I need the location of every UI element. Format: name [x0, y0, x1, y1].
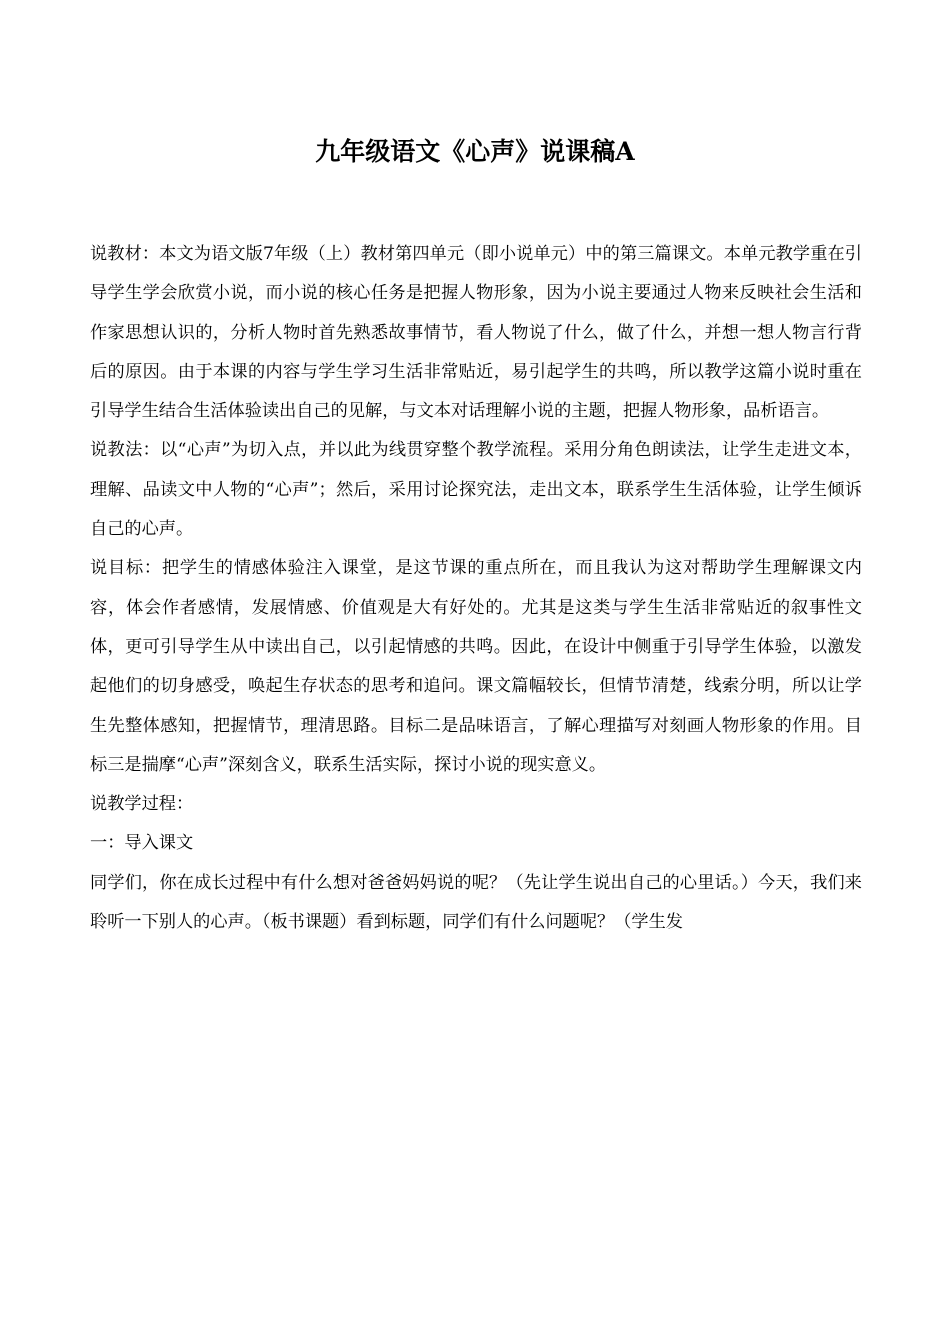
- paragraph-objectives: 说目标：把学生的情感体验注入课堂，是这节课的重点所在，而且我认为这对帮助学生理解课文内容，体会作者感情，发展情感、价值观是大有好处的。尤其是这类与学生生活非常贴近的叙事性文体，更可引导学生从中读出自己，以引起情感的共鸣。因此，在设计中侧重于引导学生体验，以激发起他们的切身感受，唤起生存状态的思考和追问。课文篇幅较长，但情节清楚，线索分明，所以让学生先整体感知，把握情节，理清思路。目标二是品味语言，了解心理描写对刻画人物形象的作用。目标三是揣摩“心声”深刻含义，联系生活实际，探讨小说的现实意义。: [90, 558, 862, 775]
- document-title: 九年级语文《心声》说课稿A: [315, 137, 635, 166]
- paragraph-textbook: 说教材：本文为语文版7年级（上）教材第四单元（即小说单元）中的第三篇课文。本单元教学重在引导学生学会欣赏小说，而小说的核心任务是把握人物形象，因为小说主要通过人物来反映社会生活和作家思想认识的，分析人物时首先熟悉故事情节，看人物说了什么，做了什么，并想一想人物言行背后的原因。由于本课的内容与学生学习生活非常贴近，易引起学生的共鸣，所以教学这篇小说时重在引导学生结合生活体验读出自己的见解，与文本对话理解小说的主题，把握人物形象，品析语言。: [90, 244, 862, 422]
- paragraph-process-heading: 说教学过程：: [90, 794, 194, 815]
- paragraph-introduction: 同学们，你在成长过程中有什么想对爸爸妈妈说的呢？（先让学生说出自己的心里话。）今天，我们来聆听一下别人的心声。（板书课题）看到标题，同学们有什么问题呢？（学生发: [90, 872, 862, 933]
- document-body: [90, 235, 862, 942]
- paragraph-teaching-method: 说教法：以“心声”为切入点，并以此为线贯穿整个教学流程。采用分角色朗读法，让学生走进文本，理解、品读文中人物的“心声”；然后，采用讨论探究法，走出文本，联系学生生活体验，让学生倾诉自己的心声。: [90, 440, 862, 540]
- paragraph-section-one: 一：导入课文: [90, 833, 194, 854]
